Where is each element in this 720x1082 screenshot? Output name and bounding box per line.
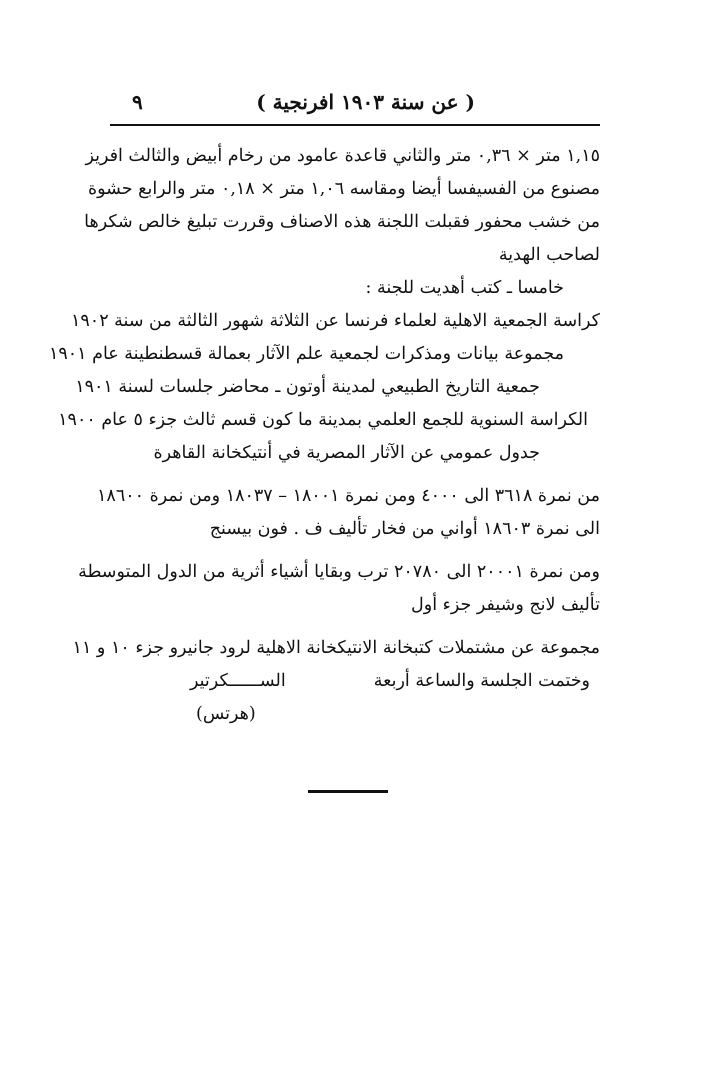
closing-note: وختمت الجلسة والساعة أربعة xyxy=(373,671,590,691)
header-rule xyxy=(110,124,600,126)
closing-signature-row xyxy=(110,665,600,698)
catalog-entry: ومن نمرة ٢٠٠٠١ الى ٢٠٧٨٠ ترب وبقايا أشياء أثرية من الدول المتوسطة xyxy=(78,562,600,582)
catalog-entry: الى نمرة ١٨٦٠٣ أواني من فخار تأليف ف . فون بيسنج xyxy=(209,519,600,539)
section-heading: خامسا ـ كتب أهديت للجنة : xyxy=(365,278,564,298)
text-line: ١,١٥ متر × ٠,٣٦ متر والثاني قاعدة عامود من رخام أبيض والثالث افريز xyxy=(85,146,600,166)
closing-entry: مجموعة عن مشتملات كتبخانة الانتيكخانة الاهلية لرود جانيرو جزء ١٠ و ١١ xyxy=(72,638,600,658)
book-entry: كراسة الجمعية الاهلية لعلماء فرنسا عن الثلاثة شهور الثالثة من سنة ١٩٠٢ xyxy=(71,311,600,331)
text-line: من خشب محفور فقبلت اللجنة هذه الاصناف وقررت تبليغ خالص شكرها xyxy=(84,212,600,232)
book-entry: مجموعة بيانات ومذكرات لجمعية علم الآثار بعمالة قسطنطينة عام ١٩٠١ xyxy=(48,344,564,364)
catalog-entry: من نمرة ٣٦١٨ الى ٤٠٠٠ ومن نمرة ١٨٠٠١ – ١٨٠٣٧ ومن نمرة ١٨٦٠٠ xyxy=(97,486,600,506)
header-title: ( عن سنة ١٩٠٣ افرنجية ) xyxy=(256,90,475,114)
book-entry: جمعية التاريخ الطبيعي لمدينة أوتون ـ محاضر جلسات لسنة ١٩٠١ xyxy=(75,377,540,397)
signature-role: الســــــكرتير xyxy=(190,671,286,691)
signature-name: (هرتس) xyxy=(196,704,256,724)
page-number: ٩ xyxy=(132,90,143,114)
spacer xyxy=(110,546,600,556)
spacer xyxy=(110,622,600,632)
body-text xyxy=(48,140,600,731)
book-entry: جدول عمومي عن الآثار المصرية في أنتيكخانة القاهرة xyxy=(153,443,540,463)
signature-name-row xyxy=(110,698,600,731)
page-header xyxy=(110,86,600,122)
spacer xyxy=(110,470,600,480)
catalog-entry: تأليف لانج وشيفر جزء أول xyxy=(411,595,600,615)
end-rule xyxy=(308,790,388,793)
book-entry: الكراسة السنوية للجمع العلمي بمدينة ما كون قسم ثالث جزء ٥ عام ١٩٠٠ xyxy=(58,410,588,430)
text-line: لصاحب الهدية xyxy=(498,245,600,265)
text-line: مصنوع من الفسيفسا أيضا ومقاسه ١,٠٦ متر × ٠,١٨ متر والرابع حشوة xyxy=(87,179,600,199)
